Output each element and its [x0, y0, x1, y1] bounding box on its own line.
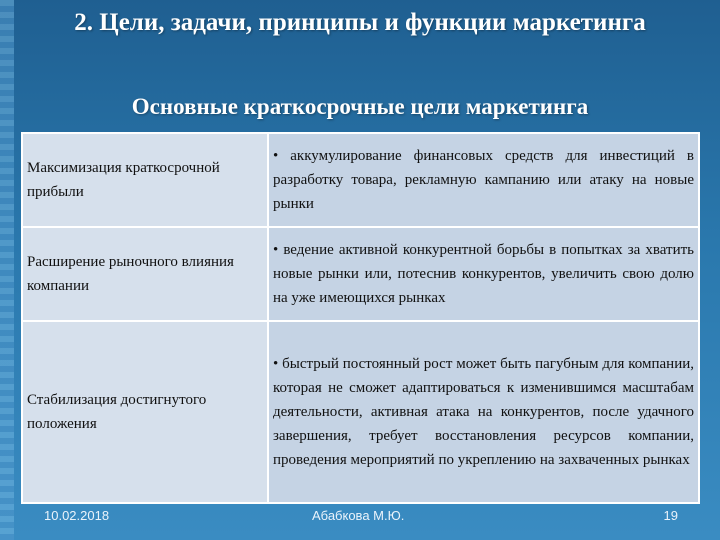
goal-description-cell: • ведение активной конкурентной борьбы в попытках за хватить новые рынки или, потеснив конкурентов, увеличить свою долю на уже имеющихся рынках	[268, 227, 699, 321]
footer-author: Абабкова М.Ю.	[312, 508, 405, 523]
goal-description-cell: • аккумулирование финансовых средств для инвестиций в разработку товара, рекламную кампанию или атаку на новые рынки	[268, 133, 699, 227]
footer-date: 10.02.2018	[44, 508, 110, 523]
goal-name-cell: Расширение рыночного влияния компании	[22, 227, 268, 321]
goal-name-cell: Стабилизация достигнутого положения	[22, 321, 268, 503]
decorative-left-band	[0, 0, 14, 540]
table-row	[22, 133, 699, 227]
table-row	[22, 321, 699, 503]
goal-description-cell: • быстрый постоянный рост может быть пагубным для компании, которая не сможет адаптироваться к изменившимся масштабам деятельности, активная атака на конкурентов, после удачного завершения, требует восстановления ресурсов компании, проведения мероприятий по укреплению на захваченных рынках	[268, 321, 699, 503]
table-row	[22, 227, 699, 321]
slide-title: 2. Цели, задачи, принципы и функции маркетинга	[74, 9, 646, 36]
footer-page-number: 19	[663, 508, 678, 523]
goal-name-cell: Максимизация краткосрочной прибыли	[22, 133, 268, 227]
goals-table	[21, 132, 700, 504]
slide-subtitle: Основные краткосрочные цели маркетинга	[131, 94, 589, 119]
